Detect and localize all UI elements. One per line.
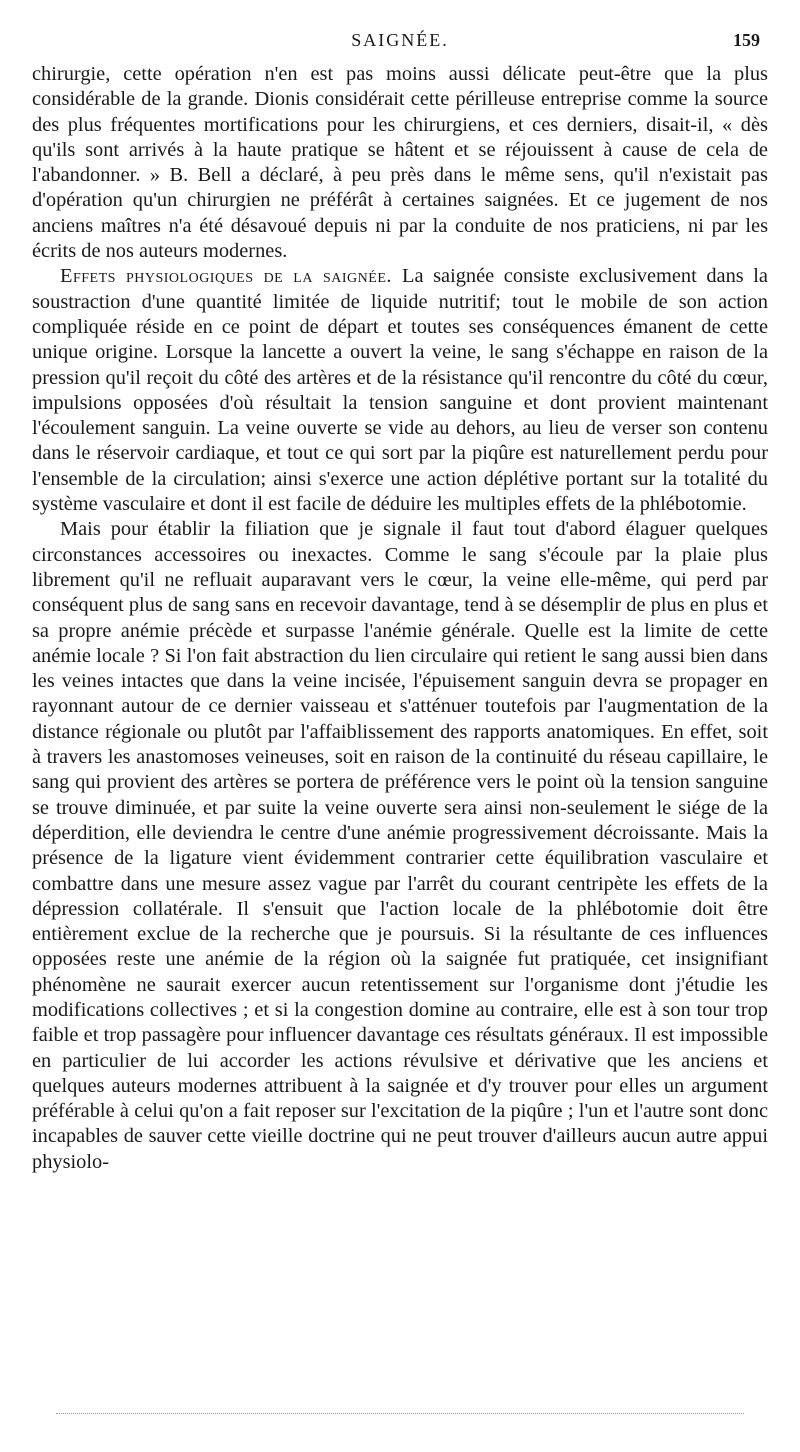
footer-rule bbox=[56, 1413, 744, 1414]
paragraph-physiological-effects bbox=[32, 264, 768, 517]
paragraph-text: La saignée consiste exclusivement dans la soustraction d'une quantité limitée de liquide nutritif; tout le mobile de son action compliquée réside en ce point de départ et toutes ses conséquences émanent de cette unique origine. Lorsque la lancette a ouvert la veine, le sang s'échappe en raison de la pression qu'il reçoit du côté des artères et de la résistance qu'il rencontre du côté du cœur, impulsions opposées d'où résultait la tension sanguine et dont provient maintenant l'écoulement sanguin. La veine ouverte se vide au dehors, au lieu de verser son contenu dans le réservoir cardiaque, et tout ce qui sort par la piqûre est naturellement perdu pour l'ensemble de la circulation; ainsi s'exerce une action déplétive portant sur la totalité du système vasculaire et dont il est facile de déduire les multiples effets de la phlébotomie. bbox=[32, 265, 768, 516]
paragraph-text: chirurgie, cette opération n'en est pas moins aussi délicate peut-être que la plus considérable de la grande. Dionis considérait cette périlleuse entreprise comme la source des plus fréquentes mortifications pour les chirurgiens, et ces derniers, disait-il, « dès qu'ils sont arrivés à la haute pratique se hâtent et se réjouissent à cause de cela de l'abandonner. » B. Bell a déclaré, à peu près dans le même sens, qu'il n'existait pas d'opération qu'un chirurgien ne préférât à certaines saignées. Et ce jugement de nos anciens maîtres n'a été désavoué depuis ni par la conduite de nos praticiens, ni par les écrits de nos auteurs modernes. bbox=[32, 63, 768, 263]
paragraph-filiation bbox=[32, 517, 768, 1175]
section-heading: Effets physiologiques de la saignée. bbox=[60, 265, 403, 288]
paragraph-continuation bbox=[32, 62, 768, 264]
running-title: SAIGNÉE. bbox=[351, 30, 449, 50]
book-page bbox=[32, 30, 768, 1175]
paragraph-text: Mais pour établir la filiation que je signale il faut tout d'abord élaguer quelques circonstances accessoires ou inexactes. Comme le sang s'écoule par la plaie plus librement qu'il ne refluait auparavant vers le cœur, la veine elle-même, qui perd par conséquent plus de sang sans en recevoir davantage, tend à se désemplir de plus en plus et sa propre anémie précède et surpasse l'anémie générale. Quelle est la limite de cette anémie locale ? Si l'on fait abstraction du lien circulaire qui retient le sang aussi bien dans les veines intactes que dans la veine incisée, l'épuisement sanguin devra se propager en rayonnant autour de ce dernier vaisseau et s'atténuer toutefois par l'augmentation de la distance régionale ou plutôt par l'affaiblissement des rapports anatomiques. En effet, soit à travers les anastomoses veineuses, soit en raison de la continuité du réseau capillaire, le sang qui provient des artères se portera de préférence vers le point où la tension sanguine se trouve diminuée, et par suite la veine ouverte sera ainsi non-seulement le siége de la déperdition, elle deviendra le centre d'une anémie progressivement décroissante. Mais la présence de la ligature vient évidemment contrarier cette équilibration vasculaire et combattre dans une mesure assez vague par l'arrêt du courant centripète les effets de la dépression collatérale. Il s'ensuit que l'action locale de la phlébotomie doit être entièrement exclue de la recherche que je poursuis. Si la résultante de ces influences opposées reste une anémie de la région où la saignée fut pratiquée, cet insignifiant phénomène ne saurait exercer aucun retentissement sur l'organisme dont j'étudie les modifications collectives ; et si la congestion domine au contraire, elle est à son tour trop faible et trop passagère pour influencer davantage ces résultats généraux. Il est impossible en particulier de lui accorder les actions révulsive et dérivative que les anciens et quelques auteurs modernes attribuent à la saignée et d'y trouver pour elles un argument préférable à celui qu'on a fait reposer sur l'excitation de la piqûre ; l'un et l'autre sont donc incapables de sauver cette vieille doctrine qui ne peut trouver d'ailleurs aucun autre appui physiolo- bbox=[32, 518, 768, 1173]
page-header bbox=[32, 30, 768, 54]
page-number: 159 bbox=[733, 30, 760, 50]
